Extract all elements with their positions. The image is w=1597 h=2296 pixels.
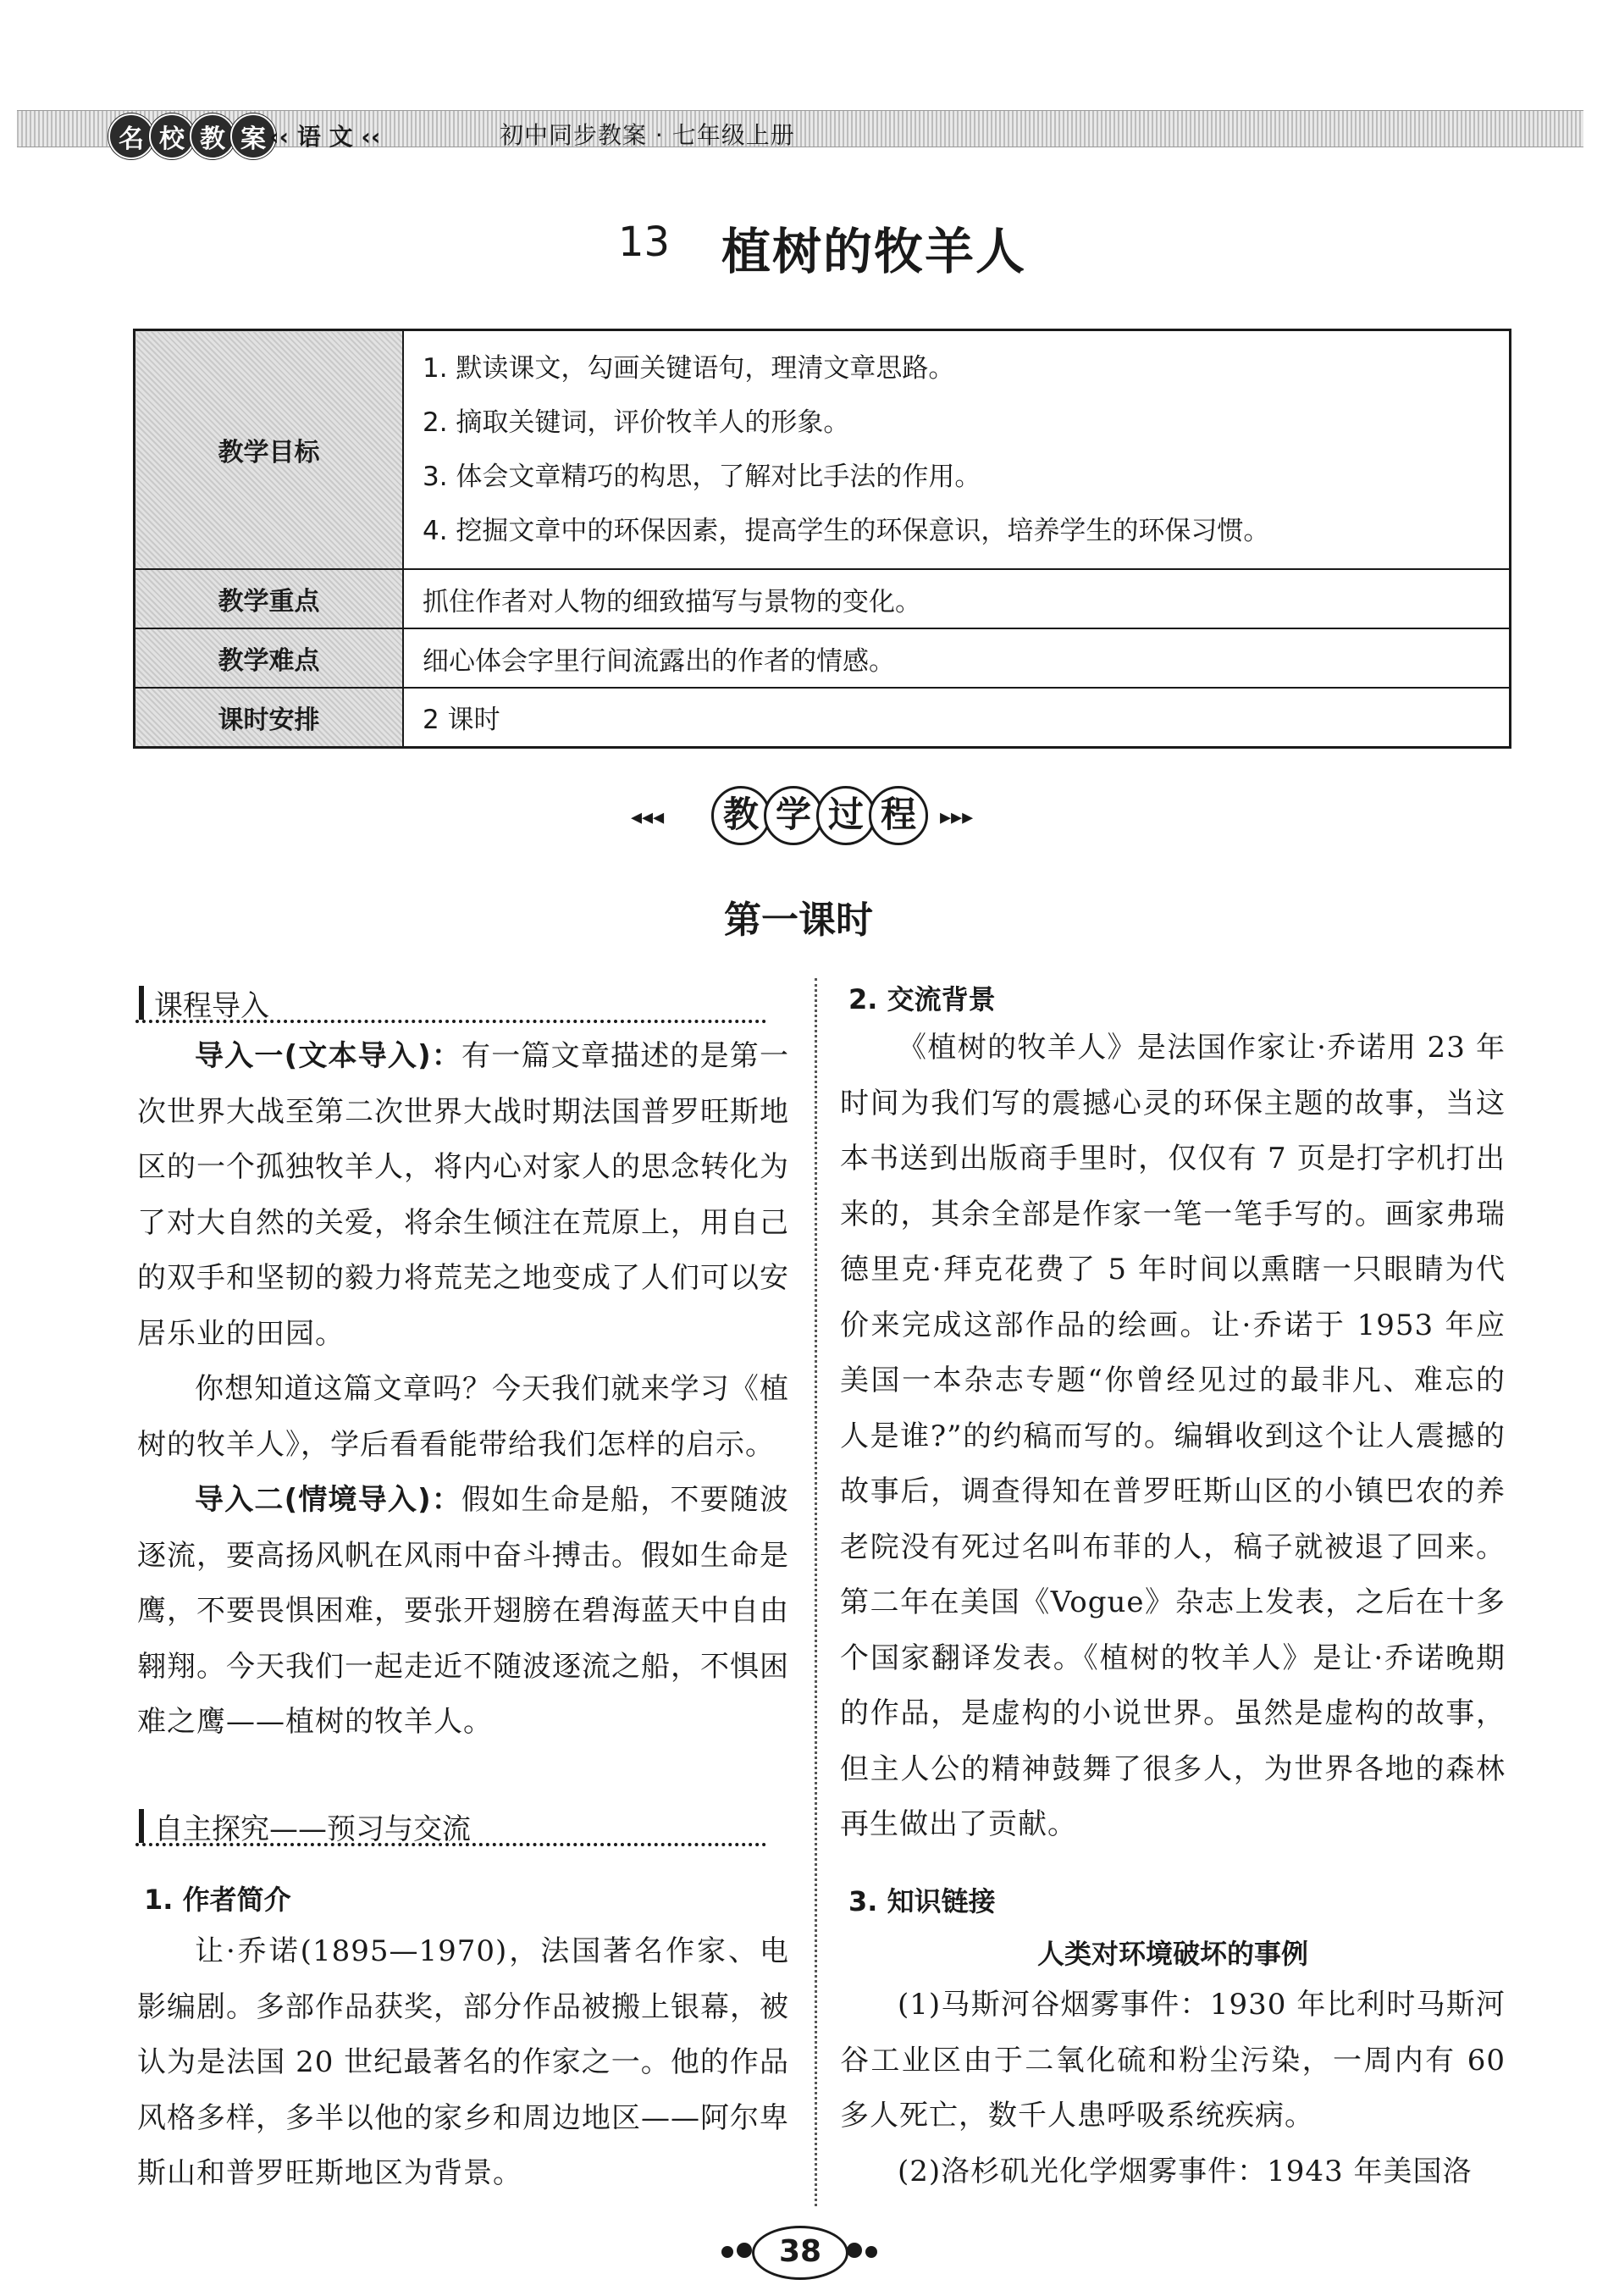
intro-1-lead: 导入一(文本导入)： (195, 1039, 462, 1073)
case-2: (2)洛杉矶光化学烟雾事件：1943 年美国洛 (898, 2154, 1473, 2188)
intro-block (137, 1029, 789, 1751)
schedule-label: 课时安排 (135, 688, 404, 747)
process-banner (711, 786, 921, 845)
background-block (840, 1021, 1506, 1853)
key-value: 抓住作者对人物的细致描写与景物的变化。 (403, 569, 1511, 628)
goal-item: 4. 挖掘文章中的环保因素，提高学生的环保意识，培养学生的环保习惯。 (423, 516, 1270, 546)
page-dot (737, 2243, 752, 2258)
goal-label: 教学目标 (135, 330, 404, 570)
banner-char: 学 (764, 786, 823, 845)
explore-underline (135, 1843, 766, 1846)
page-dot (865, 2246, 877, 2258)
banner-char: 程 (869, 786, 928, 845)
background-heading: 2. 交流背景 (848, 983, 996, 1015)
schedule-value: 2 课时 (403, 688, 1511, 747)
author-block (137, 1924, 789, 2202)
lesson-heading: 第一课时 (724, 899, 873, 942)
page-number: 38 (752, 2226, 848, 2280)
banner-char: 过 (816, 786, 876, 845)
header-subject: ‹‹ 语 文 ‹‹ (269, 123, 381, 151)
banner-left-arrows: ◂◂◂ (631, 805, 665, 830)
case-1: (1)马斯河谷烟雾事件：1930 年比利时马斯河谷工业区由于二氧化硫和粉尘污染，一周内有 60 多人死亡，数千人患呼吸系统疾病。 (840, 1988, 1506, 2133)
cases-block (840, 1978, 1506, 2199)
background-text: 《植树的牧羊人》是法国作家让·乔诺用 23 年时间为我们写的震撼心灵的环保主题的故事，当这本书送到出版商手里时，仅仅有 7 页是打字机打出来的，其余全部是作家一笔一笔手写的。画家弗瑞德里克·拜克花费了 5 年时间以熏瞎一只眼睛为代价来完成这部作品的绘画。让·乔诺于 1953 年应美国一本杂志专题“你曾经见过的最非凡、难忘的人是谁?”的约稿而写的。编辑收到这个让人震撼的故事后，调查得知在普罗旺斯山区的小镇巴农的养老院没有死过名叫布菲的人，稿子就被退了回来。第二年在美国《Vogue》杂志上发表，之后在十多个国家翻译发表。《植树的牧羊人》是让·乔诺晚期的作品，是虚构的小说世界。虽然是虚构的故事，但主人公的精神鼓舞了很多人，为世界各地的森林再生做出了贡献。 (840, 1031, 1506, 1841)
lesson-number: 13 (618, 219, 671, 266)
intro-question: 你想知道这篇文章吗？今天我们就来学习《植树的牧羊人》，学后看看能带给我们怎样的启示。 (137, 1372, 789, 1462)
intro-underline (135, 1020, 766, 1023)
intro-2 (137, 1473, 789, 1751)
explore-heading: 自主探究——预习与交流 (135, 1806, 471, 1847)
intro-heading: 课程导入 (135, 982, 269, 1024)
banner-right-arrows: ▸▸▸ (940, 805, 974, 830)
banner-char: 教 (711, 786, 771, 845)
goal-item: 3. 体会文章精巧的构思，了解对比手法的作用。 (423, 462, 981, 492)
goal-item: 1. 默读课文，勾画关键语句，理清文章思路。 (423, 353, 955, 384)
author-heading: 1. 作者简介 (144, 1884, 291, 1916)
intro-2-lead: 导入二(情境导入)： (195, 1483, 462, 1517)
intro-1 (137, 1029, 789, 1362)
logo-char: 教 (190, 113, 235, 159)
objectives-table (133, 329, 1511, 749)
difficulty-value: 细心体会字里行间流露出的作者的情感。 (403, 628, 1511, 688)
link-heading: 3. 知识链接 (848, 1885, 996, 1917)
page-dot (847, 2243, 862, 2258)
author-text: 让·乔诺(1895—1970)，法国著名作家、电影编剧。多部作品获奖，部分作品被搬上银幕，被认为是法国 20 世纪最著名的作家之一。他的作品风格多样，多半以他的家乡和周边地区——阿尔卑斯山和普罗旺斯地区为背景。 (137, 1934, 789, 2190)
goal-item: 2. 摘取关键词，评价牧羊人的形象。 (423, 407, 850, 438)
difficulty-label: 教学难点 (135, 628, 404, 688)
logo-char: 校 (149, 113, 195, 159)
page-dot (721, 2246, 733, 2258)
intro-1-text: 有一篇文章描述的是第一次世界大战至第二次世界大战时期法国普罗旺斯地区的一个孤独牧羊人，将内心对家人的思念转化为了对大自然的关爱，将余生倾注在荒原上，用自己的双手和坚韧的毅力将荒芜之地变成了人们可以安居乐业的田园。 (137, 1039, 790, 1351)
intro-2-text: 假如生命是船，不要随波逐流，要高扬风帆在风雨中奋斗搏击。假如生命是鹰，不要畏惧困难，要张开翅膀在碧海蓝天中自由翱翔。今天我们一起走近不随波逐流之船，不惧困难之鹰——植树的牧羊人。 (137, 1483, 790, 1739)
goal-list (403, 330, 1511, 570)
logo-char: 案 (230, 113, 276, 159)
series-logo (108, 113, 271, 159)
key-label: 教学重点 (135, 569, 404, 628)
link-title: 人类对环境破坏的事例 (1036, 1938, 1308, 1970)
header-book-title: 初中同步教案 · 七年级上册 (500, 121, 795, 149)
logo-char: 名 (108, 113, 154, 159)
column-divider (815, 978, 817, 2206)
lesson-title: 植树的牧羊人 (721, 223, 1027, 280)
